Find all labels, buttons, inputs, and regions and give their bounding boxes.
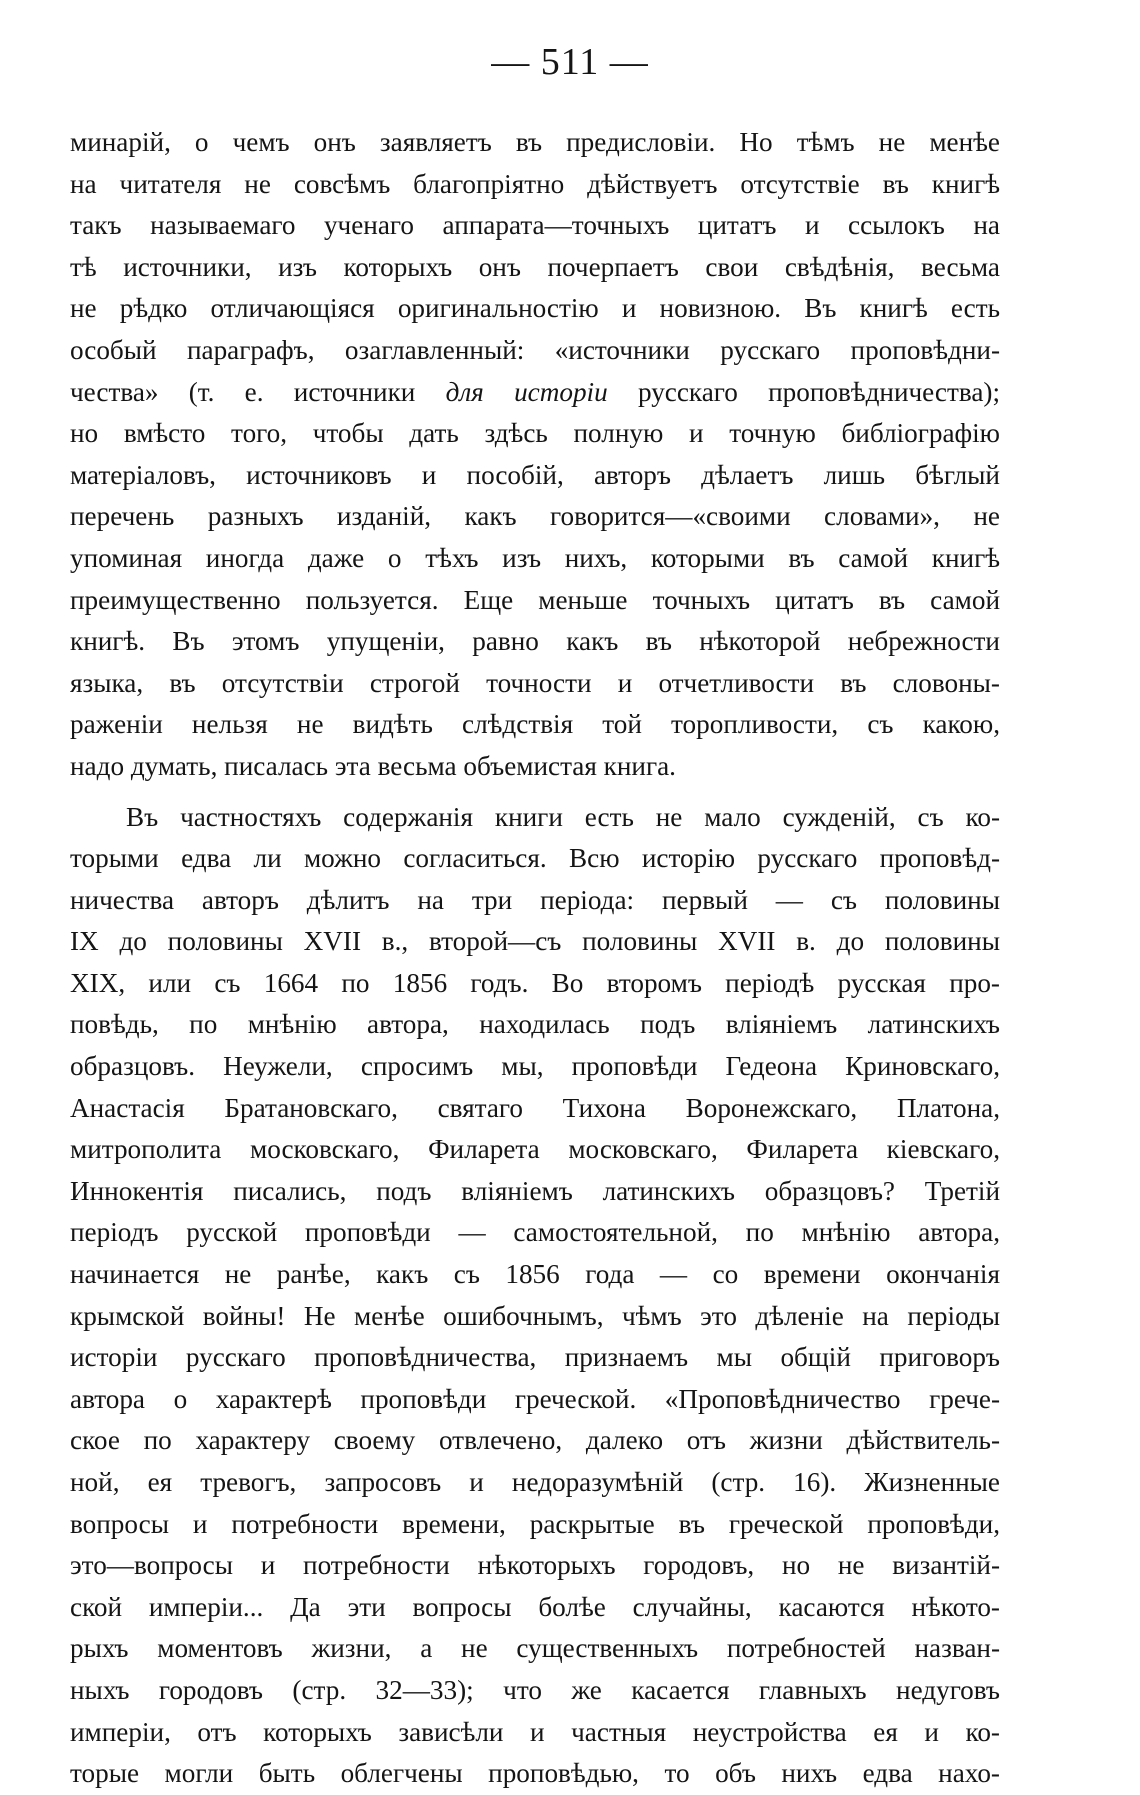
italic-word: исторіи xyxy=(514,376,608,407)
text-line: надо думать, писалась эта весьма объемистая книга. xyxy=(70,750,676,781)
text-line: торые могли быть облегчены проповѣдью, то объ нихъ едва нахо- xyxy=(70,1758,1000,1789)
text-line: начинается не ранѣе, какъ съ 1856 года — со времени окончанія xyxy=(70,1259,1000,1290)
body-text xyxy=(70,122,1000,1795)
text-line: исторіи русскаго проповѣдничества, признаемъ мы общій приговоръ xyxy=(70,1342,1000,1373)
text-line: это—вопросы и потребности нѣкоторыхъ городовъ, но не византій- xyxy=(70,1550,1000,1581)
text-line: не рѣдко отличающіяся оригинальностію и новизною. Въ книгѣ есть xyxy=(70,293,1000,324)
text-line: ничества авторъ дѣлитъ на три періода: первый — съ половины xyxy=(70,884,1000,915)
text-fragment: русскаго проповѣдничества); xyxy=(637,376,1000,407)
text-line: раженіи нельзя не видѣть слѣдствія той торопливости, съ какою, xyxy=(70,709,1000,740)
text-line: періодъ русской проповѣди — самостоятельной, по мнѣнію автора, xyxy=(70,1217,1000,1248)
text-line: крымской войны! Не менѣе ошибочнымъ, чѣмъ это дѣленіе на періоды xyxy=(70,1300,1000,1331)
text-line: языка, въ отсутствіи строгой точности и отчетливости въ словоны- xyxy=(70,667,1000,698)
text-line: имперіи, отъ которыхъ зависѣли и частныя неустройства ея и ко- xyxy=(70,1716,1000,1747)
text-line: такъ называемаго ученаго аппарата—точныхъ цитатъ и ссылокъ на xyxy=(70,210,1000,241)
text-line: преимущественно пользуется. Еще меньше точныхъ цитатъ въ самой xyxy=(70,584,1000,615)
text-line: ское по характеру своему отвлечено, далеко отъ жизни дѣйствитель- xyxy=(70,1425,1000,1456)
text-line: ной, ея тревогъ, запросовъ и недоразумѣній (стр. 16). Жизненные xyxy=(70,1467,1000,1497)
text-line: повѣдь, по мнѣнію автора, находилась подъ вліяніемъ латинскихъ xyxy=(70,1009,1000,1040)
text-line: Анастасія Братановскаго, святаго Тихона Воронежскаго, Платона, xyxy=(70,1092,1000,1123)
text-line: торыми едва ли можно согласиться. Всю исторію русскаго проповѣд- xyxy=(70,843,1000,874)
text-line: тѣ источники, изъ которыхъ онъ почерпаетъ свои свѣдѣнія, весьма xyxy=(70,251,1000,282)
text-line: книгѣ. Въ этомъ упущеніи, равно какъ въ нѣкоторой небрежности xyxy=(70,626,1000,657)
text-line: ныхъ городовъ (стр. 32—33); что же касается главныхъ недуговъ xyxy=(70,1674,1000,1705)
text-line: вопросы и потребности времени, раскрытые въ греческой проповѣди, xyxy=(70,1508,1000,1539)
paragraph-gap xyxy=(70,788,1000,797)
text-line: Въ частностяхъ содержанія книги есть не мало сужденій, съ ко- xyxy=(126,801,1000,832)
text-line: упоминая иногда даже о тѣхъ изъ нихъ, которыми въ самой книгѣ xyxy=(70,542,1000,573)
text-line: особый параграфъ, озаглавленный: «источники русскаго проповѣдни- xyxy=(70,334,1000,365)
text-line xyxy=(70,372,1000,414)
text-fragment: чества» (т. е. источники xyxy=(70,376,416,407)
text-line: XIX, или съ 1664 по 1856 годъ. Во второмъ періодѣ русская про- xyxy=(70,967,1000,998)
text-line: митрополита московскаго, Филарета московскаго, Филарета кіевскаго, xyxy=(70,1134,1000,1165)
text-line: образцовъ. Неужели, спросимъ мы, проповѣди Гедеона Криновскаго, xyxy=(70,1051,1000,1082)
text-line: автора о характерѣ проповѣди греческой. «Проповѣдничество грече- xyxy=(70,1383,1000,1414)
text-line: Иннокентія писались, подъ вліяніемъ латинскихъ образцовъ? Третій xyxy=(70,1175,1000,1206)
text-line: рыхъ моментовъ жизни, а не существенныхъ потребностей назван- xyxy=(70,1633,1000,1664)
text-line: ской имперіи... Да эти вопросы болѣе случайны, касаются нѣкото- xyxy=(70,1591,1000,1622)
italic-word: для xyxy=(445,376,484,407)
page-number: — 511 — xyxy=(491,41,649,83)
paragraph-1 xyxy=(70,122,1000,788)
text-line: но вмѣсто того, чтобы дать здѣсь полную и точную библіографію xyxy=(70,418,1000,449)
text-line: минарій, о чемъ онъ заявляетъ въ предисловіи. Но тѣмъ не менѣе xyxy=(70,127,1000,157)
text-line: перечень разныхъ изданій, какъ говорится—«своими словами», не xyxy=(70,501,1000,532)
paragraph-2 xyxy=(70,797,1000,1795)
text-line: на читателя не совсѣмъ благопріятно дѣйствуетъ отсутствіе въ книгѣ xyxy=(70,168,1000,199)
text-line: матеріаловъ, источниковъ и пособій, авторъ дѣлаетъ лишь бѣглый xyxy=(70,459,1000,490)
text-line: IX до половины XVII в., второй—съ половины XVII в. до половины xyxy=(70,926,1000,957)
